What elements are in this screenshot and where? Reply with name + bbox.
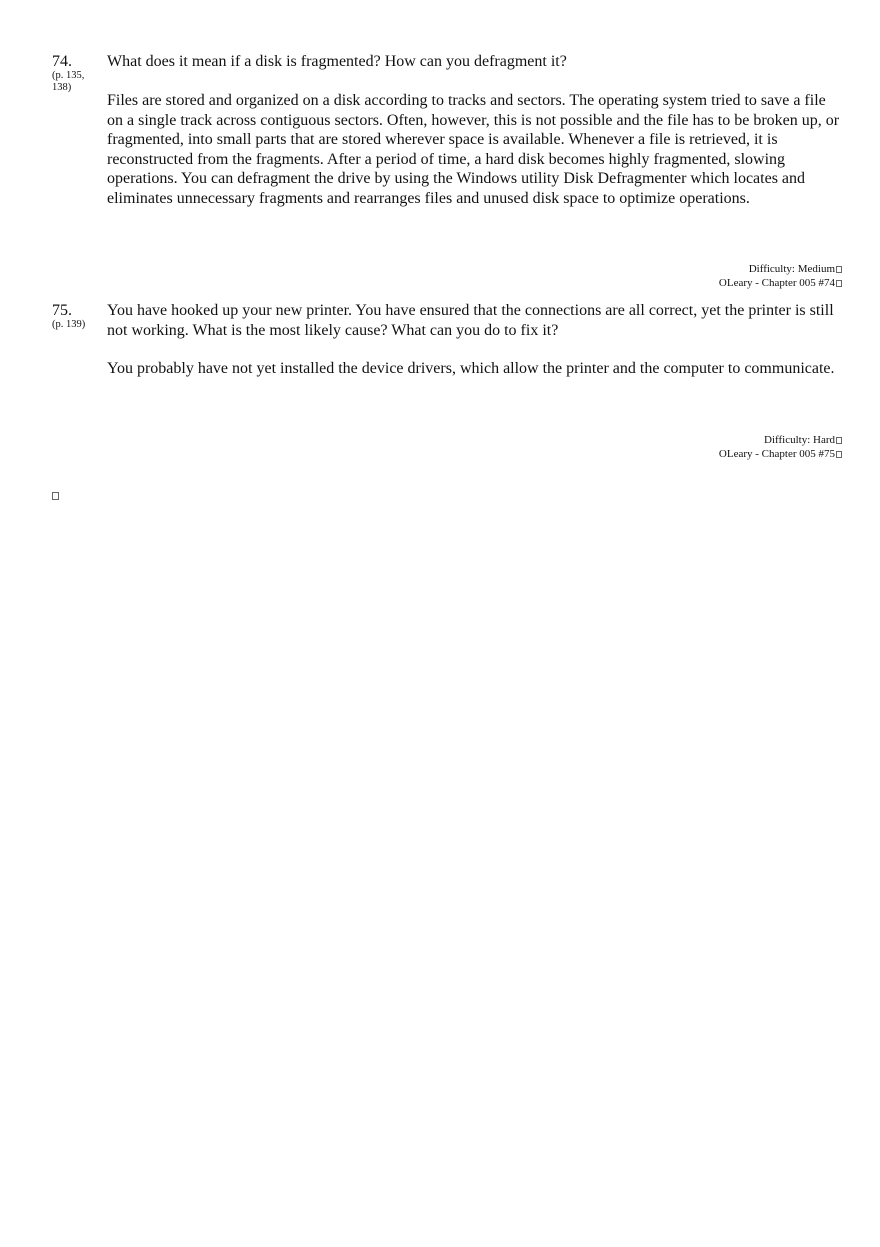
answer-text: You probably have not yet installed the device drivers, which allow the printer and the computer to communicate.	[107, 360, 835, 377]
question-meta	[719, 433, 842, 461]
difficulty-label: Difficulty: Hard	[764, 434, 835, 446]
answer-text: Files are stored and organized on a disk according to tracks and sectors. The operating system tried to save a file on a single track across contiguous sectors. Often, however, this is not possible and the file has to be broken up, or fragmented, into small parts that are stored wherever space is available. Whenever a file is retrieved, it is reconstructed from the fragments. After a period of time, a hard disk becomes highly fragmented, slowing operations. You can defragment the drive by using the Windows utility Disk Defragmenter which locates and eliminates unnecessary fragments and rearranges files and unused disk space to optimize operations.	[107, 92, 840, 207]
checkbox-glyph-icon	[836, 451, 842, 458]
question-text: What does it mean if a disk is fragmented? How can you defragment it?	[107, 53, 567, 70]
question-text: You have hooked up your new printer. You have ensured that the connections are all correct, yet the printer is still not working. What is the most likely cause? What can you do to fix it?	[107, 302, 834, 339]
page-reference: (p. 135, 138)	[52, 70, 85, 93]
page-reference: (p. 139)	[52, 319, 86, 330]
source-label: OLeary - Chapter 005 #75	[718, 448, 835, 460]
checkbox-glyph-icon	[836, 437, 842, 444]
question-meta	[719, 262, 842, 290]
question-number: 74.	[52, 53, 72, 70]
question-number: 75.	[52, 302, 72, 319]
source-label: OLeary - Chapter 005 #74	[718, 277, 835, 289]
checkbox-glyph-icon	[836, 280, 842, 287]
difficulty-label: Difficulty: Medium	[748, 263, 835, 275]
end-of-section-box-icon	[52, 492, 59, 500]
checkbox-glyph-icon	[836, 266, 842, 273]
